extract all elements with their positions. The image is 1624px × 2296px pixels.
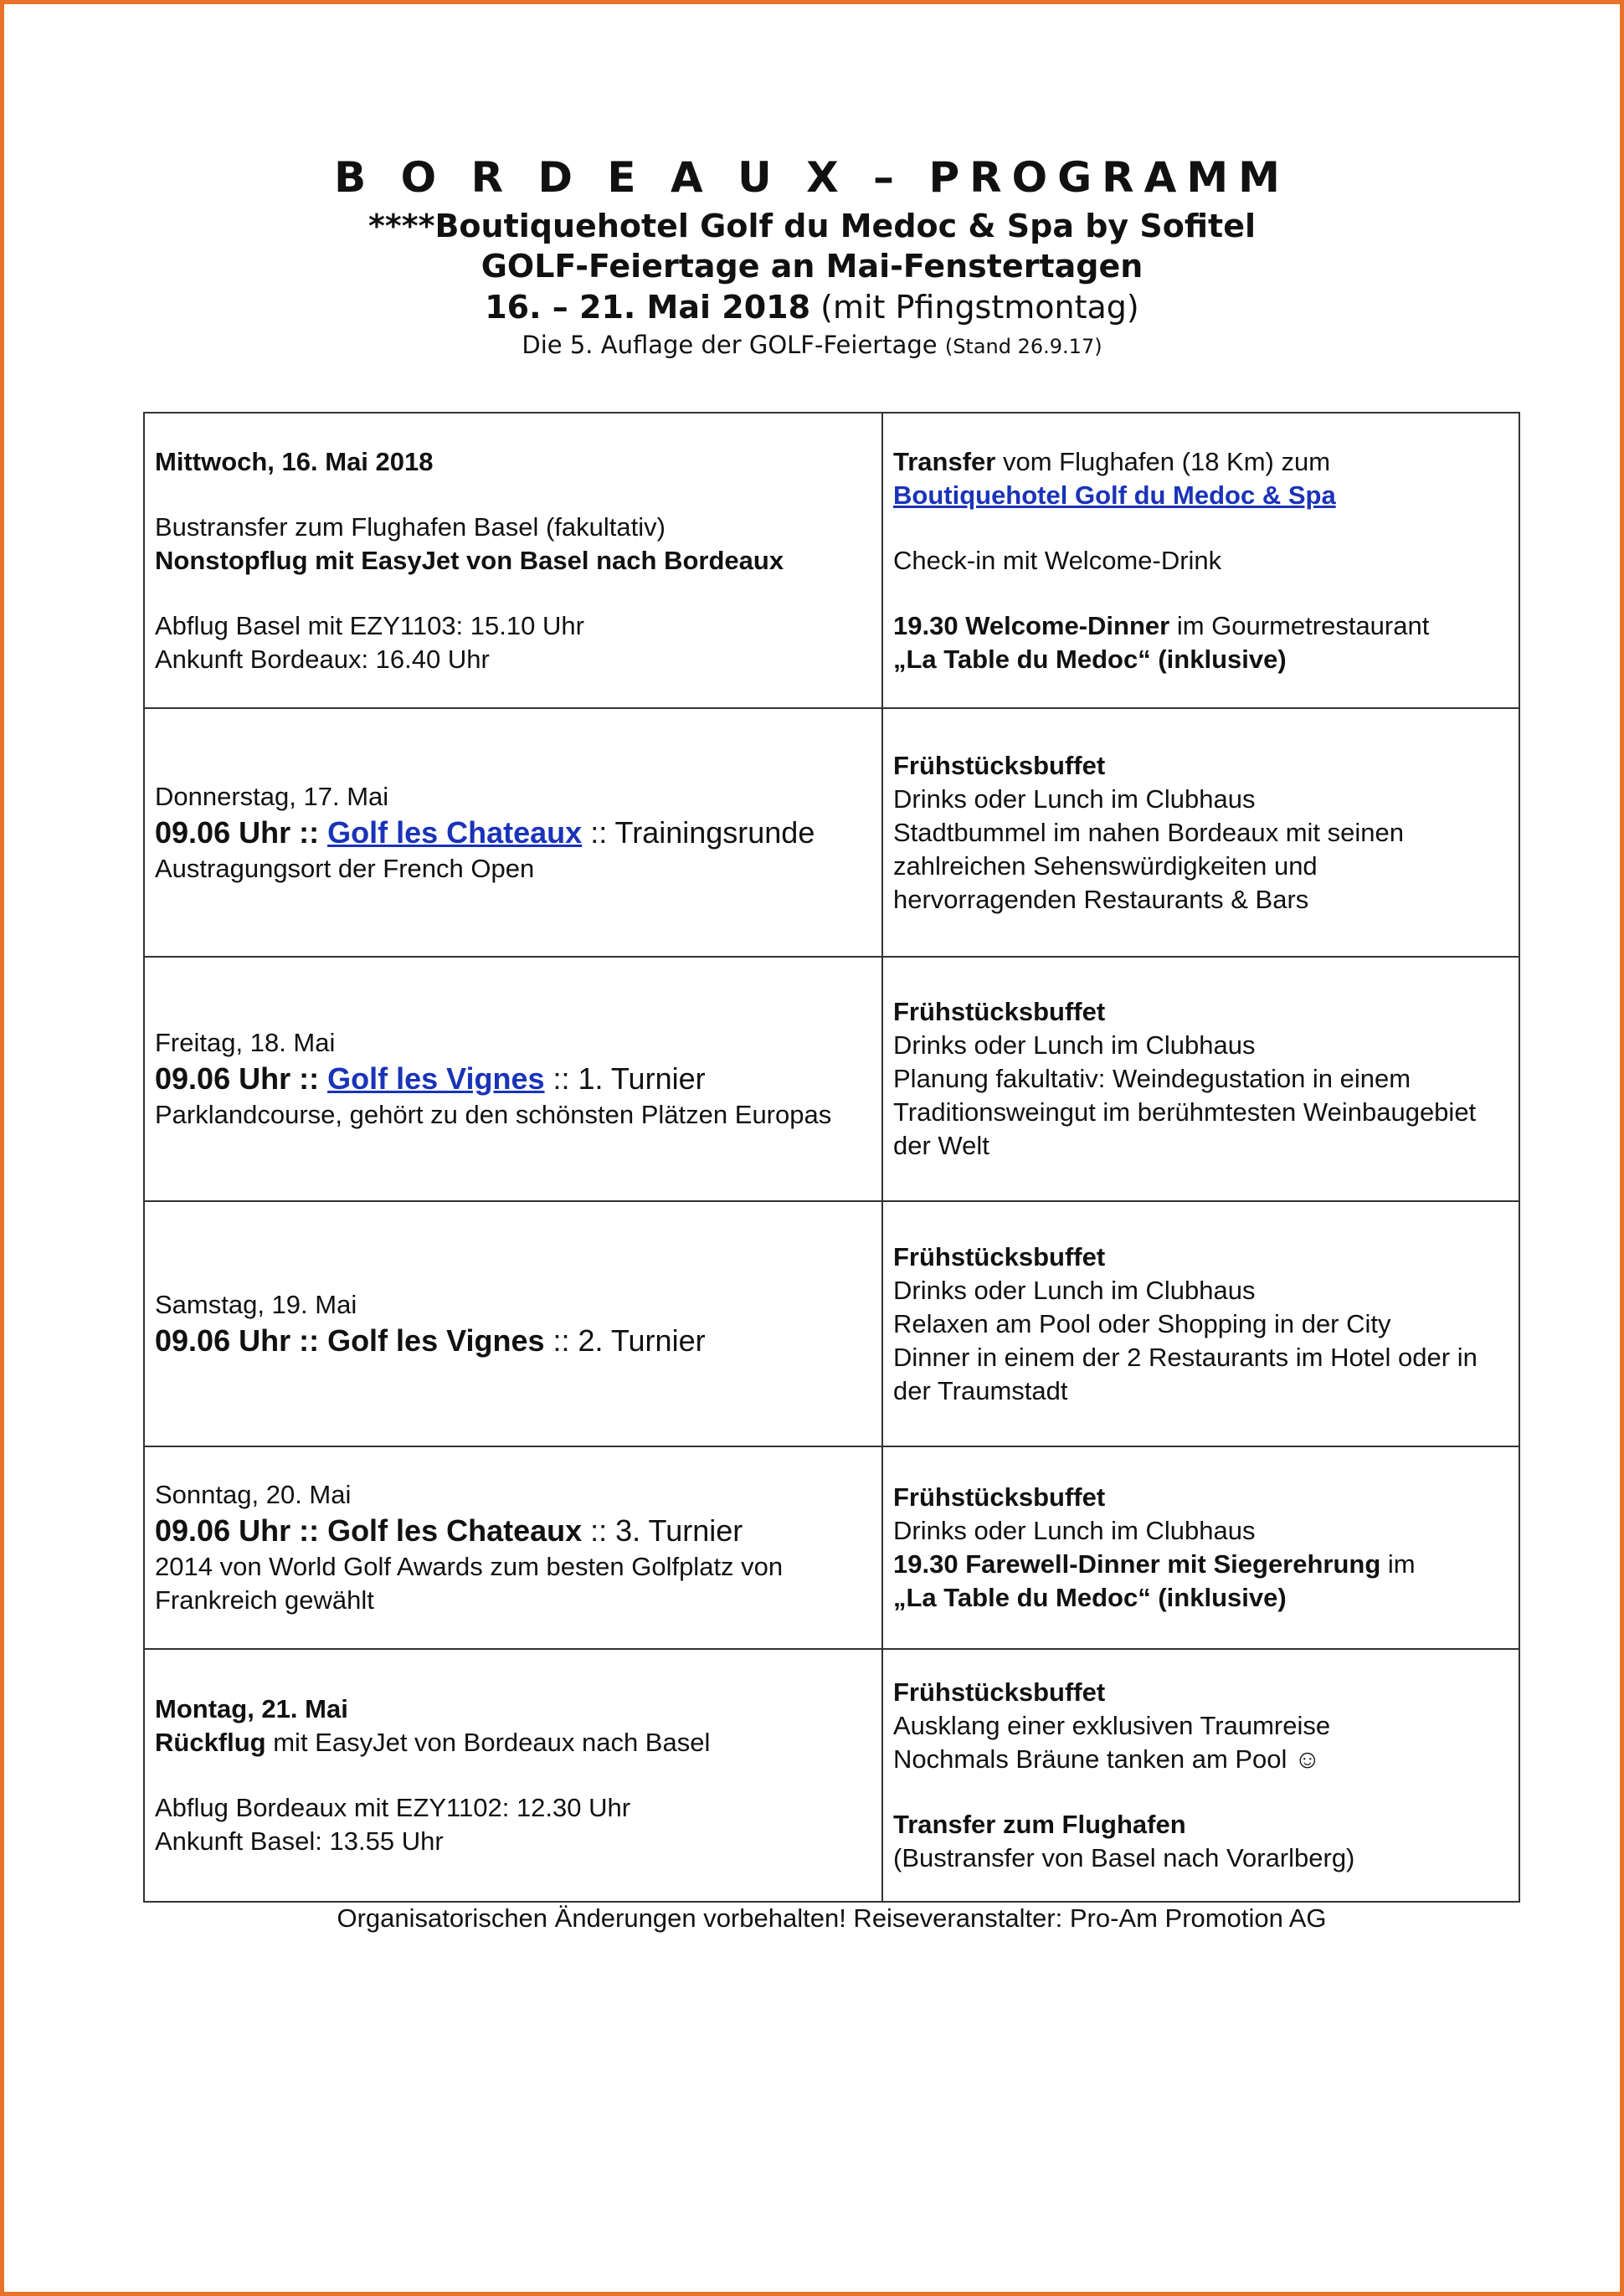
day-5-desc-2: Frankreich gewählt [155, 1585, 374, 1615]
day-3-round: :: 1. Turnier [544, 1061, 706, 1096]
day-1-flight: Nonstopflug mit EasyJet von Basel nach Bordeaux [155, 545, 784, 575]
hotel-name: ****Boutiquehotel Golf du Medoc & Spa by Sofitel [367, 208, 1256, 244]
day-4-time: 09.06 Uhr :: Golf les Vignes [155, 1323, 545, 1358]
day-6-bus: (Bustransfer von Basel nach Vorarlberg) [893, 1843, 1355, 1872]
day-4-activity-2: Dinner in einem der 2 Restaurants im Hotel oder in [893, 1342, 1478, 1372]
day-4-golf-cell [144, 1201, 882, 1446]
table-row-day-4 [144, 1201, 1519, 1446]
day-6-activity-cell [882, 1649, 1519, 1902]
day-5-dinner-text: im [1380, 1549, 1416, 1579]
day-5-restaurant: „La Table du Medoc“ (inklusive) [893, 1583, 1287, 1612]
table-row-day-6 [144, 1649, 1519, 1902]
day-6-return-text: mit EasyJet von Bordeaux nach Basel [265, 1728, 711, 1757]
day-1-activity-cell [882, 413, 1519, 708]
day-1-arrival: Ankunft Bordeaux: 16.40 Uhr [155, 644, 490, 674]
day-4-lunch: Drinks oder Lunch im Clubhaus [893, 1275, 1256, 1305]
day-4-activity-1: Relaxen am Pool oder Shopping in der City [893, 1308, 1391, 1338]
day-6-departure: Abflug Bordeaux mit EZY1102: 12.30 Uhr [155, 1793, 631, 1822]
subtitle: GOLF-Feiertage an Mai-Fenstertagen [481, 248, 1143, 285]
day-5-golf-cell [144, 1446, 882, 1649]
day-3-time: 09.06 Uhr :: [155, 1061, 320, 1096]
table-row-day-5 [144, 1446, 1519, 1649]
day-2-breakfast: Frühstücksbuffet [893, 750, 1106, 780]
day-2-teetime [155, 814, 871, 852]
day-5-time: 09.06 Uhr :: Golf les Chateaux [155, 1513, 583, 1548]
day-2-activity-3: hervorragenden Restaurants & Bars [893, 884, 1309, 914]
stand-date: (Stand 26.9.17) [944, 335, 1102, 358]
day-5-round: :: 3. Turnier [582, 1513, 743, 1548]
day-3-activity-1: Planung fakultativ: Weindegustation in einem [893, 1064, 1411, 1093]
day-3-activity-3: der Welt [893, 1131, 989, 1160]
day-1-bus: Bustransfer zum Flughafen Basel (fakultativ) [155, 511, 666, 542]
day-5-desc-1: 2014 von World Golf Awards zum besten Golfplatz von [155, 1552, 784, 1581]
day-3-desc: Parklandcourse, gehört zu den schönsten Plätzen Europas [155, 1100, 832, 1129]
day-4-activity-3: der Traumstadt [893, 1375, 1068, 1405]
footer-note: Organisatorischen Änderungen vorbehalten! Reiseveranstalter: Pro-Am Promotion AG [337, 1903, 1327, 1933]
day-3-lunch: Drinks oder Lunch im Clubhaus [893, 1030, 1256, 1060]
day-2-activity-cell [882, 708, 1519, 957]
day-1-dinner-text: im Gourmetrestaurant [1169, 610, 1430, 640]
hotel-link[interactable]: Boutiquehotel Golf du Medoc & Spa [893, 480, 1336, 510]
day-1-dinner [893, 609, 1508, 643]
day-3-breakfast: Frühstücksbuffet [893, 997, 1106, 1026]
day-3-date: Freitag, 18. Mai [155, 1028, 336, 1057]
day-6-title: Montag, 21. Mai [155, 1694, 348, 1723]
day-1-title: Mittwoch, 16. Mai 2018 [155, 446, 434, 476]
day-2-activity-1: Stadtbummel im nahen Bordeaux mit seinen [893, 817, 1404, 847]
day-6-return-label: Rückflug [155, 1728, 266, 1757]
day-1-checkin: Check-in mit Welcome-Drink [893, 545, 1222, 575]
edition-text: Die 5. Auflage der GOLF-Feiertage [522, 331, 938, 359]
day-6-return [155, 1726, 871, 1759]
program-table [143, 412, 1520, 1903]
day-2-activity-2: zahlreichen Sehenswürdigkeiten und [893, 850, 1318, 881]
day-5-breakfast: Frühstücksbuffet [893, 1482, 1106, 1512]
day-5-activity-cell [882, 1446, 1519, 1649]
day-1-transfer [893, 445, 1508, 479]
trip-dates-range: 16. – 21. Mai 2018 [485, 289, 811, 326]
day-5-lunch: Drinks oder Lunch im Clubhaus [893, 1516, 1256, 1545]
day-1-travel-cell [144, 413, 882, 708]
day-6-activity-2: Nochmals Bräune tanken am Pool ☺ [893, 1744, 1321, 1774]
day-4-breakfast: Frühstücksbuffet [893, 1241, 1106, 1271]
day-1-departure: Abflug Basel mit EZY1103: 15.10 Uhr [155, 610, 584, 640]
day-6-transfer: Transfer zum Flughafen [893, 1810, 1186, 1839]
page-title: B O R D E A U X – PROGRAMM [334, 153, 1290, 202]
day-1-restaurant: „La Table du Medoc“ (inklusive) [893, 644, 1287, 674]
golf-les-vignes-link[interactable]: Golf les Vignes [327, 1061, 545, 1096]
day-2-desc: Austragungsort der French Open [155, 853, 535, 883]
day-6-activity-1: Ausklang einer exklusiven Traumreise [893, 1711, 1331, 1740]
document-header [0, 149, 1624, 363]
day-2-golf-cell [144, 708, 882, 957]
day-3-teetime [155, 1060, 871, 1098]
day-6-arrival: Ankunft Basel: 13.55 Uhr [155, 1826, 444, 1856]
table-row-day-2 [144, 708, 1519, 957]
day-5-teetime [155, 1512, 871, 1550]
trip-dates-note: (mit Pfingstmontag) [820, 289, 1139, 326]
day-1-transfer-text: vom Flughafen (18 Km) zum [995, 446, 1331, 476]
day-3-golf-cell [144, 957, 882, 1201]
day-1-transfer-label: Transfer [893, 446, 996, 476]
day-2-date: Donnerstag, 17. Mai [155, 781, 389, 811]
day-2-round: :: Trainingsrunde [582, 814, 815, 850]
day-4-date: Samstag, 19. Mai [155, 1289, 357, 1319]
day-4-teetime [155, 1322, 871, 1360]
day-6-travel-cell [144, 1649, 882, 1902]
golf-les-chateaux-link[interactable]: Golf les Chateaux [327, 814, 583, 850]
day-4-round: :: 2. Turnier [544, 1323, 706, 1358]
day-1-dinner-label: 19.30 Welcome-Dinner [893, 610, 1170, 640]
day-2-time: 09.06 Uhr :: [155, 814, 320, 850]
day-3-activity-2: Traditionsweingut im berühmtesten Weinbaugebiet [893, 1097, 1477, 1127]
edition-line [0, 328, 1624, 363]
trip-dates [0, 286, 1624, 328]
day-4-activity-cell [882, 1201, 1519, 1446]
day-6-breakfast: Frühstücksbuffet [893, 1677, 1106, 1707]
day-2-lunch: Drinks oder Lunch im Clubhaus [893, 783, 1256, 814]
day-5-date: Sonntag, 20. Mai [155, 1480, 352, 1509]
table-row-day-1 [144, 413, 1519, 708]
day-5-dinner-label: 19.30 Farewell-Dinner mit Siegerehrung [893, 1549, 1381, 1579]
table-row-day-3 [144, 957, 1519, 1201]
day-5-dinner [893, 1548, 1508, 1581]
day-3-activity-cell [882, 957, 1519, 1201]
